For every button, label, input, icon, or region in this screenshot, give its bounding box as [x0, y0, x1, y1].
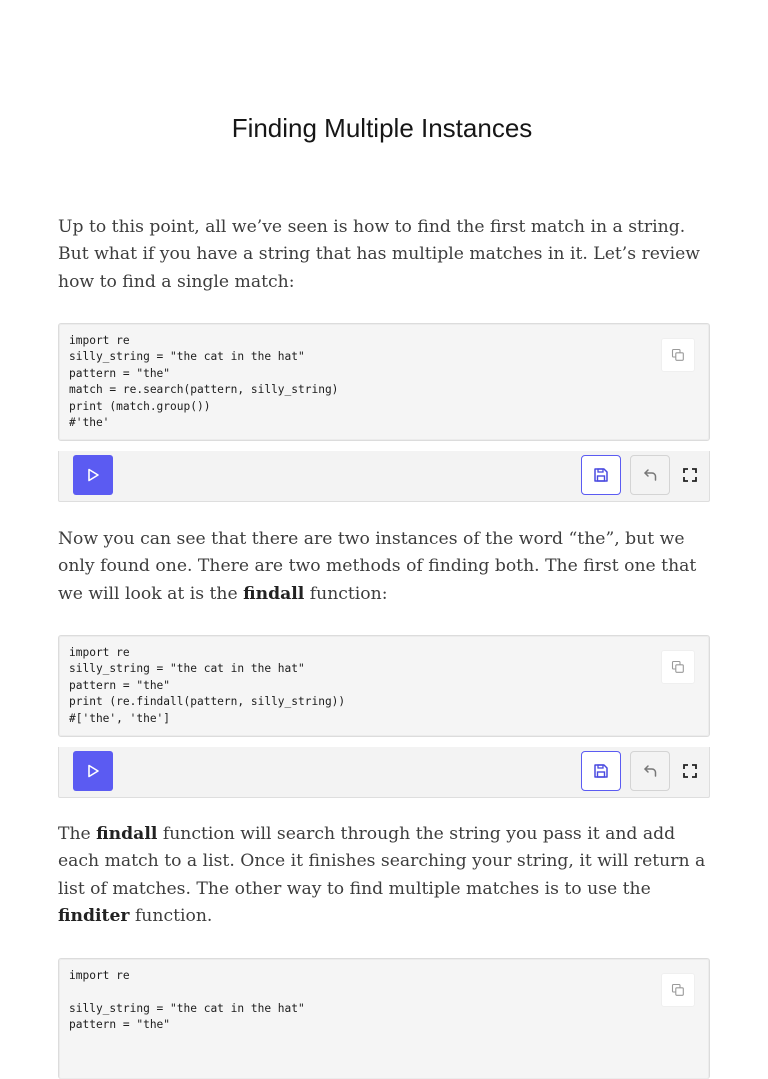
play-icon [85, 467, 101, 483]
paragraph-text: function: [304, 583, 388, 604]
findall-term: findall [243, 583, 305, 604]
expand-icon [682, 763, 698, 779]
save-button[interactable] [581, 751, 621, 791]
expand-button[interactable] [674, 459, 706, 491]
findall-intro-paragraph [58, 526, 710, 608]
paragraph-text: Now you can see that there are two instances of the word “the”, but we only found one. There are two methods of finding both. The first one that we will look at is the [58, 529, 697, 604]
expand-button[interactable] [674, 755, 706, 787]
save-icon [592, 466, 610, 484]
copy-icon [671, 348, 685, 362]
finditer-term: finditer [58, 905, 130, 926]
copy-icon [671, 983, 685, 997]
run-button[interactable] [73, 751, 113, 791]
undo-icon [641, 762, 659, 780]
copy-icon [671, 660, 685, 674]
play-icon [85, 763, 101, 779]
save-button[interactable] [581, 455, 621, 495]
paragraph-text: function. [129, 905, 213, 926]
undo-icon [641, 466, 659, 484]
code-text[interactable]: import re silly_string = "the cat in the hat" pattern = "the" [69, 969, 305, 1032]
page-title: Finding Multiple Instances [231, 113, 533, 143]
code-block-2[interactable] [58, 635, 710, 737]
copy-button[interactable] [661, 973, 695, 1007]
reset-button[interactable] [630, 751, 670, 791]
code-block-3[interactable] [58, 958, 710, 1079]
code-block-1[interactable] [58, 323, 710, 441]
save-icon [592, 762, 610, 780]
code-toolbar-1 [58, 451, 710, 502]
code-toolbar-2 [58, 747, 710, 798]
paragraph-text: function will search through the string you pass it and add each match to a list. Once it finishes searching your string, it will return a list of matches. The other way to find multiple matches is to use the [58, 824, 706, 899]
copy-button[interactable] [661, 338, 695, 372]
intro-paragraph: Up to this point, all we’ve seen is how to find the first match in a string. But what if you have a string that has multiple matches in it. Let’s review how to find a single match: [58, 217, 701, 292]
findall-term: findall [96, 824, 158, 844]
run-button[interactable] [73, 455, 113, 495]
expand-icon [682, 467, 698, 483]
findall-explanation-paragraph [58, 821, 710, 930]
code-text[interactable]: import re silly_string = "the cat in the hat" pattern = "the" match = re.search(pattern, silly_string) print (match.group()) #'the' [69, 334, 339, 430]
reset-button[interactable] [630, 455, 670, 495]
code-text[interactable]: import re silly_string = "the cat in the hat" pattern = "the" print (re.findall(pattern, silly_string)) #['the', 'the'] [69, 646, 346, 725]
paragraph-text: The [58, 824, 97, 844]
copy-button[interactable] [661, 650, 695, 684]
